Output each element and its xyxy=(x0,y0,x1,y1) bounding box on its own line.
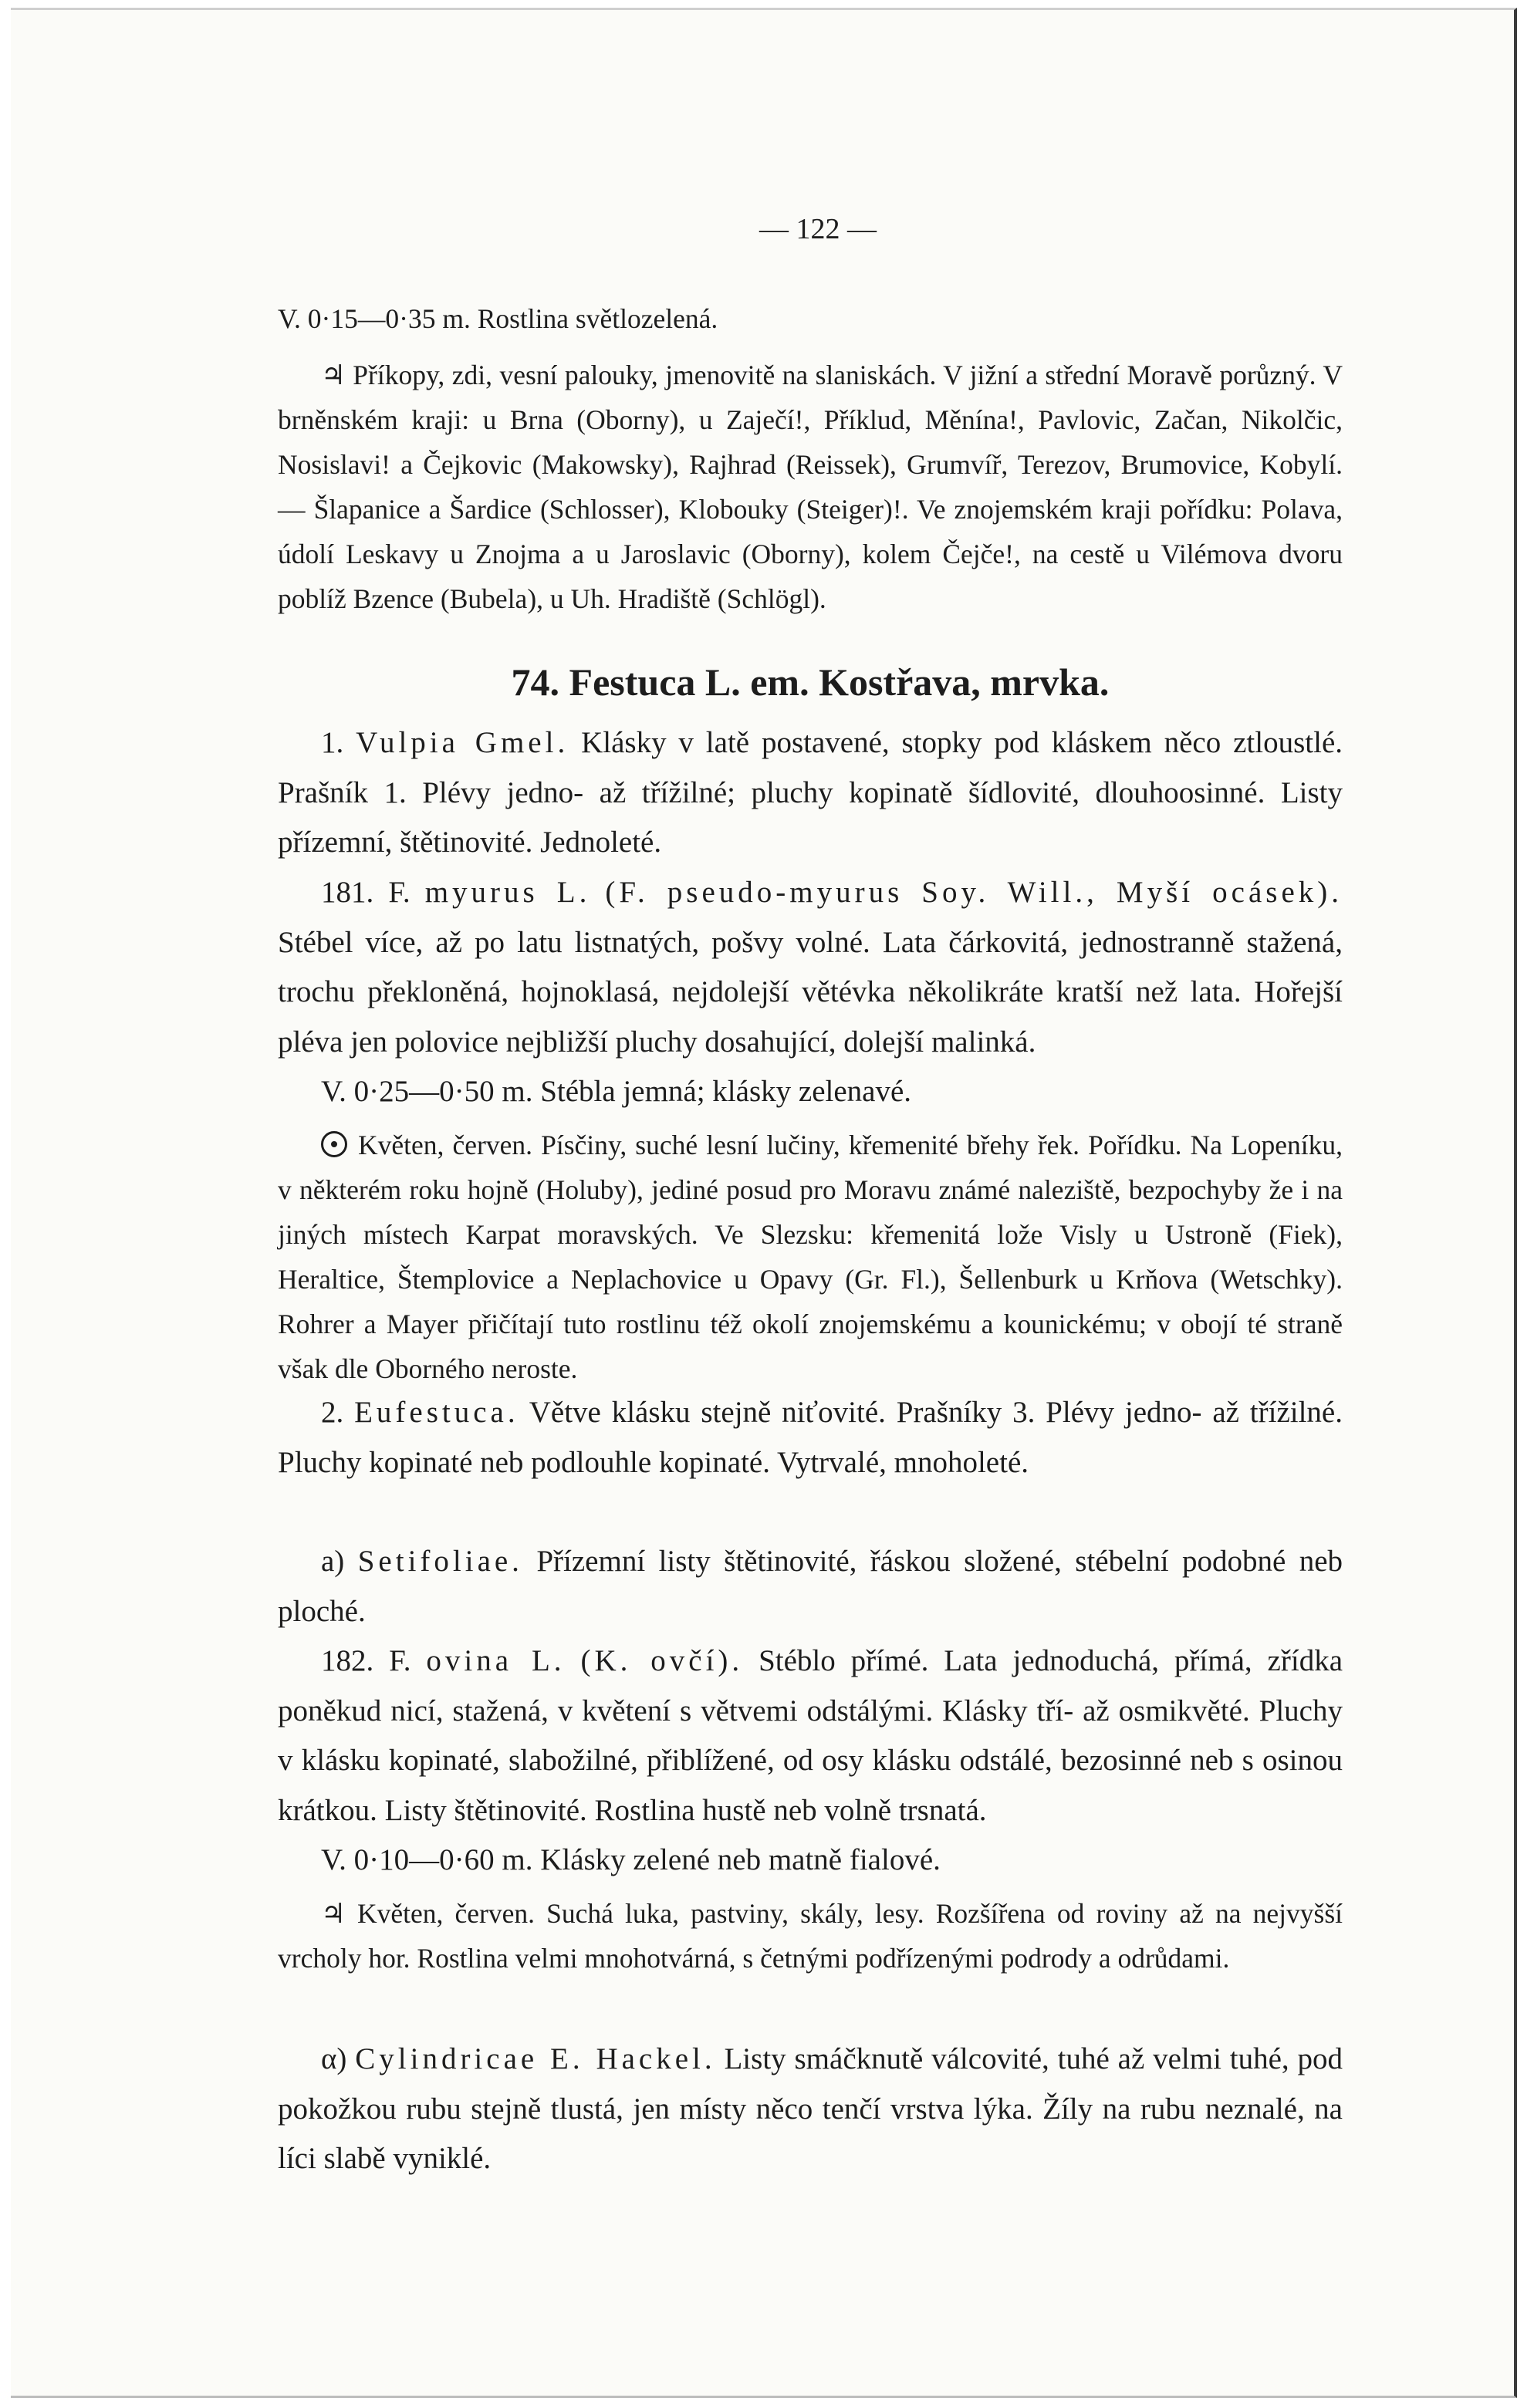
group-setifoliae xyxy=(278,1537,1343,1636)
genus-heading: 74. Festuca L. em. Kostřava, mrvka. xyxy=(511,660,1110,704)
species-181 xyxy=(278,868,1343,1067)
species-182 xyxy=(278,1636,1343,1836)
page-number: — 122 — xyxy=(759,213,877,245)
species-synonym: (K. ovčí). xyxy=(580,1644,744,1677)
species-synonym: (F. pseudo-myurus Soy. Will., Myší ocásek). xyxy=(605,876,1343,909)
species-182-distribution: ♃ Květen, červen. Suchá luka, pastviny, skály, lesy. Rozšířena od roviny až na nejvyšší vrcholy hor. Rostlina velmi mnohotvárná, s četnými podřízenými podrody a odrůdami. xyxy=(278,1898,1343,1974)
group-description: Přízemní listy štětinovité, řáskou složené, stébelní podobné neb ploché. xyxy=(278,1545,1343,1628)
species-181-distribution: Květen, červen. Písčiny, suché lesní lučiny, křemenité břehy řek. Pořídku. Na Lopeníku, v některém roku hojně (Holuby), jediné posud pro Moravu známé naleziště, bezpochyby že i na jiných místech Karpat moravských. Ve Slezsku: křemenitá lože Visly u Ustroně (Fiek), Heraltice, Štemplovice a Neplachovice u Opavy (Gr. Fl.), Šellenburk u Krňova (Wetschky). Rohrer a Mayer přičítají tuto rostlinu též okolí znojemskému a kounickému; v obojí té straně však dle Oborného neroste. xyxy=(278,1130,1343,1384)
page-sheet xyxy=(11,8,1517,2398)
annual-symbol-icon xyxy=(321,1131,347,1157)
subgenus-number: 1. xyxy=(321,726,344,759)
species-182-size: V. 0·10—0·60 m. Klásky zelené neb matně fialové. xyxy=(321,1843,941,1876)
subgenus-description: Klásky v latě postavené, stopky pod kláskem něco ztloustlé. Prašník 1. Plévy jedno- až třížilné; pluchy kopinatě šídlovité, dlouhoosinné. Listy přízemní, štětinovité. Jednoleté. xyxy=(278,726,1343,859)
group-cylindricae xyxy=(278,2035,1343,2184)
species-number: 182. F. xyxy=(321,1644,411,1677)
species-description: Stébel více, až po latu listnatých, pošvy volné. Lata čárkovitá, jednostranně stažená, trochu překloněná, hojnoklasá, nejdolejší větévka několikráte kratší než lata. Hořejší pléva jen polovice nejbližší pluchy dosahující, dolejší malinká. xyxy=(278,925,1343,1059)
subgenus-name: Eufestuca. xyxy=(354,1396,519,1429)
paragraph-size: V. 0·15—0·35 m. Rostlina světlozelená. xyxy=(278,303,718,334)
subgenus-eufestuca xyxy=(278,1388,1343,1488)
species-description: Stéblo přímé. Lata jednoduchá, přímá, zřídka poněkud nicí, stažená, v květení s větvemi odstálými. Klásky tří- až osmikvěté. Pluchy v klásku kopinaté, slabožilné, přiblížené, od osy klásku odstálé, bezosinné neb s osinou krátkou. Listy štětinovité. Rostlina hustě neb volně trsnatá. xyxy=(278,1644,1343,1827)
species-name: ovina L. xyxy=(426,1644,566,1677)
paragraph-distribution: ♃ Příkopy, zdi, vesní palouky, jmenovitě na slaniskách. V jižní a střední Moravě porůzný. V brněnském kraji: u Brna (Oborny), u Zaječí!, Příklud, Měnína!, Pavlovic, Začan, Nikolčic, Nosislavi! a Čejkovic (Makowsky), Rajhrad (Reissek), Grumvíř, Terezov, Brumovice, Kobylí. — Šlapanice a Šardice (Schlosser), Klobouky (Steiger)!. Ve znojemském kraji pořídku: Polava, údolí Leskavy u Znojma a u Jaroslavic (Oborny), kolem Čejče!, na cestě u Vilémova dvoru poblíž Bzence (Bubela), u Uh. Hradiště (Schlögl). xyxy=(278,360,1343,614)
subgenus-name: Vulpia Gmel. xyxy=(356,726,569,759)
subgenus-number: 2. xyxy=(321,1396,344,1429)
group-number: α) xyxy=(321,2042,347,2075)
species-number: 181. F. xyxy=(321,876,411,909)
group-number: a) xyxy=(321,1545,345,1578)
species-name: myurus L. xyxy=(424,876,591,909)
subgenus-vulpia xyxy=(278,718,1343,868)
group-name: Cylindricae E. Hackel. xyxy=(355,2042,716,2075)
group-description: Listy smáčknutě válcovité, tuhé až velmi tuhé, pod pokožkou rubu stejně tlustá, jen místy něco tenčí vrstva lýka. Žíly na rubu neznalé, na líci slabě vyniklé. xyxy=(278,2042,1343,2175)
group-name: Setifoliae. xyxy=(357,1545,523,1578)
species-181-size: V. 0·25—0·50 m. Stébla jemná; klásky zelenavé. xyxy=(321,1075,912,1108)
subgenus-description: Větve klásku stejně niťovité. Prašníky 3. Plévy jedno- až třížilné. Pluchy kopinaté neb podlouhle kopinaté. Vytrvalé, mnoholeté. xyxy=(278,1396,1343,1479)
